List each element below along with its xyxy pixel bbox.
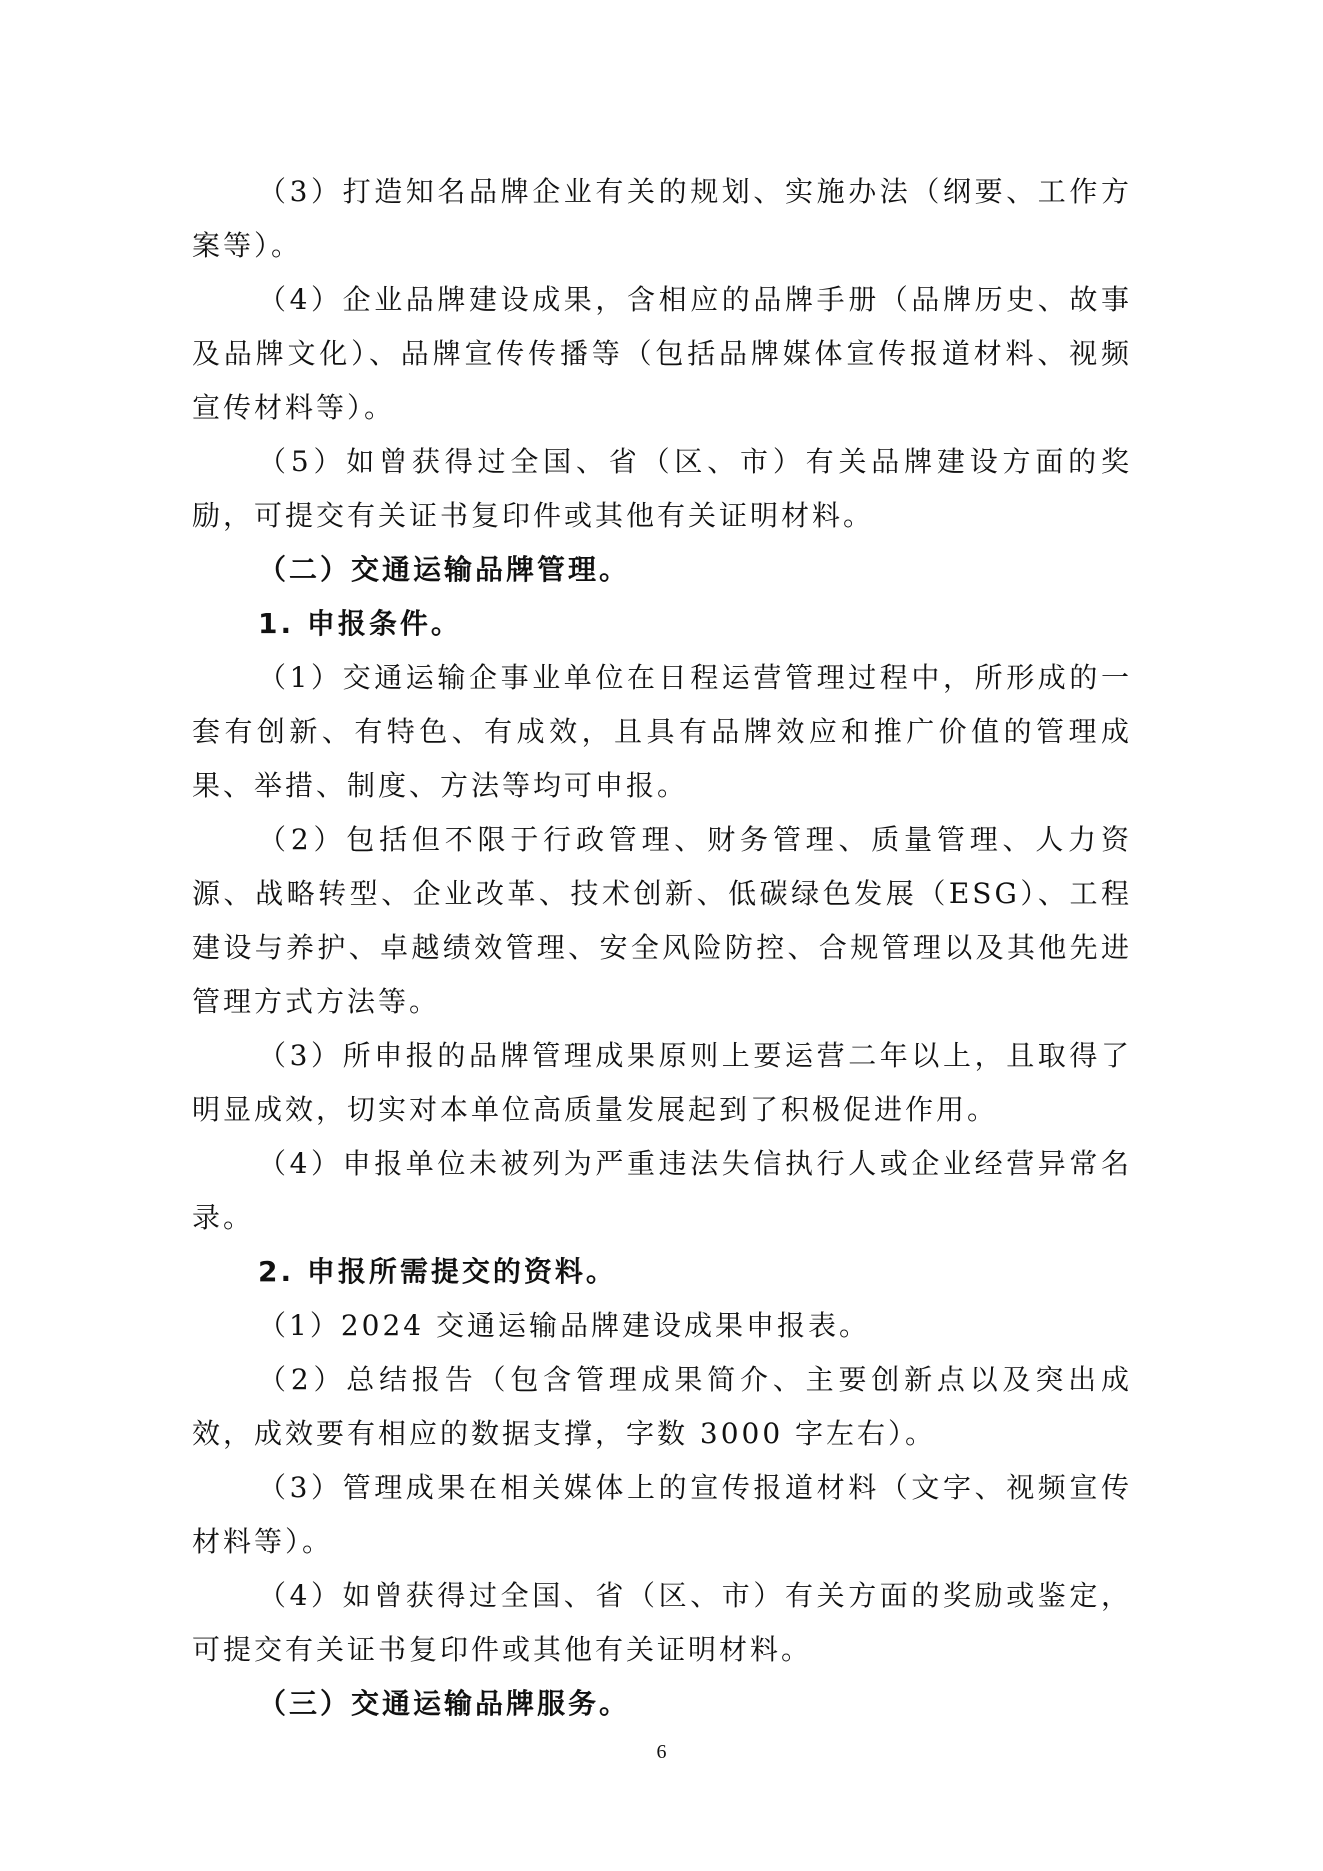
paragraph: （4）企业品牌建设成果，含相应的品牌手册（品牌历史、故事及品牌文化）、品牌宣传传播等（包括品牌媒体宣传报道材料、视频宣传材料等）。 (192, 283, 1132, 424)
paragraph: （2）包括但不限于行政管理、财务管理、质量管理、人力资源、战略转型、企业改革、技术创新、低碳绿色发展（ESG）、工程建设与养护、卓越绩效管理、安全风险防控、合规管理以及其他先进管理方式方法等。 (192, 823, 1132, 1018)
paragraph: （1）交通运输企事业单位在日程运营管理过程中，所形成的一套有创新、有特色、有成效，且具有品牌效应和推广价值的管理成果、举措、制度、方法等均可申报。 (192, 661, 1132, 802)
document-body (192, 165, 1132, 1731)
paragraph: （3）所申报的品牌管理成果原则上要运营二年以上，且取得了明显成效，切实对本单位高质量发展起到了积极促进作用。 (192, 1039, 1132, 1126)
paragraph: （2）总结报告（包含管理成果简介、主要创新点以及突出成效，成效要有相应的数据支撑，字数 3000 字左右）。 (192, 1363, 1132, 1450)
paragraph: （4）如曾获得过全国、省（区、市）有关方面的奖励或鉴定，可提交有关证书复印件或其他有关证明材料。 (192, 1579, 1132, 1666)
subsection-heading: 2. 申报所需提交的资料。 (258, 1255, 617, 1288)
subsection-heading: 1. 申报条件。 (258, 607, 462, 640)
paragraph: （4）申报单位未被列为严重违法失信执行人或企业经营异常名录。 (192, 1147, 1132, 1234)
paragraph: （1）2024 交通运输品牌建设成果申报表。 (258, 1309, 870, 1342)
section-heading: （二）交通运输品牌管理。 (258, 553, 631, 586)
page-number: 6 (656, 1741, 667, 1763)
section-heading: （三）交通运输品牌服务。 (258, 1687, 631, 1720)
paragraph: （5）如曾获得过全国、省（区、市）有关品牌建设方面的奖励，可提交有关证书复印件或其他有关证明材料。 (192, 445, 1132, 532)
paragraph: （3）管理成果在相关媒体上的宣传报道材料（文字、视频宣传材料等）。 (192, 1471, 1132, 1558)
paragraph: （3）打造知名品牌企业有关的规划、实施办法（纲要、工作方案等）。 (192, 175, 1132, 262)
